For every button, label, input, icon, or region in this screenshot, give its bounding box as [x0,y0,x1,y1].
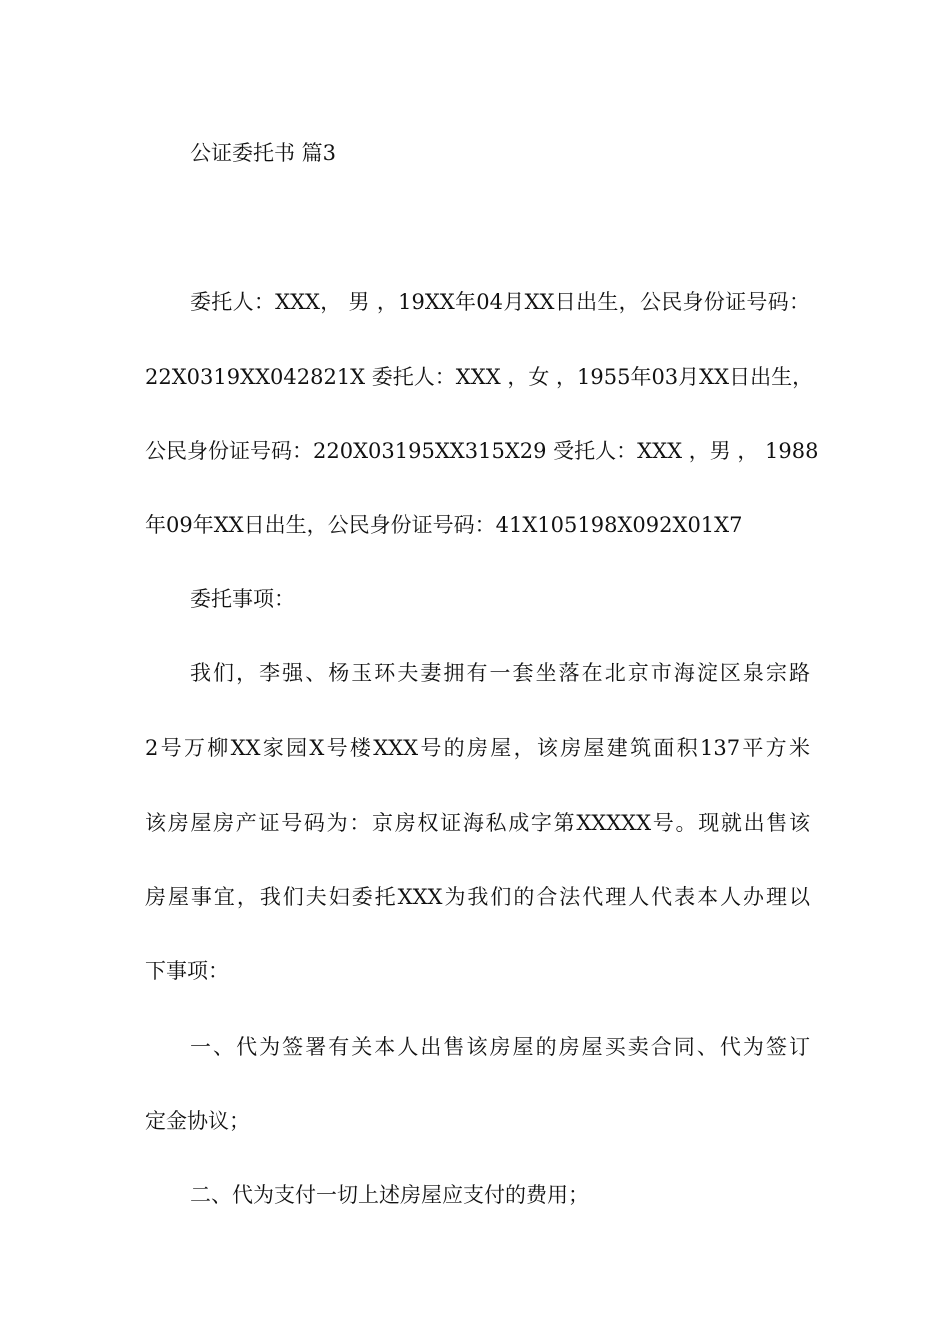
paragraph-line: 公民身份证号码：220X03195XX315X29 受托人：XXX ，男 ， 1988 [145,439,819,463]
paragraph-line: 2号万柳XX家园X号楼XXX号的房屋，该房屋建筑面积137平方米 [145,736,810,760]
list-item-line: 定金协议； [145,1109,250,1133]
paragraph-line: 年09年XX日出生，公民身份证号码：41X105198X092X01X7 [145,513,743,537]
document-title: 公证委托书 篇3 [190,141,337,165]
paragraph-line: 委托人：XXX， 男 ，19XX年04月XX日出生，公民身份证号码： [190,290,810,314]
paragraph-line: 该房屋房产证号码为：京房权证海私成字第XXXXX号。现就出售该 [145,811,810,835]
section-heading: 委托事项： [190,587,295,611]
paragraph-line: 我们，李强、杨玉环夫妻拥有一套坐落在北京市海淀区泉宗路 [190,661,810,685]
paragraph-line: 22X0319XX042821X 委托人：XXX ，女 ，1955年03月XX日出生， [145,365,814,389]
list-item-line: 一、代为签署有关本人出售该房屋的房屋买卖合同、代为签订 [190,1035,810,1059]
paragraph-line: 下事项： [145,959,229,983]
paragraph-line: 房屋事宜，我们夫妇委托XXX为我们的合法代理人代表本人办理以 [145,885,810,909]
list-item-line: 二、代为支付一切上述房屋应支付的费用； [190,1183,589,1207]
